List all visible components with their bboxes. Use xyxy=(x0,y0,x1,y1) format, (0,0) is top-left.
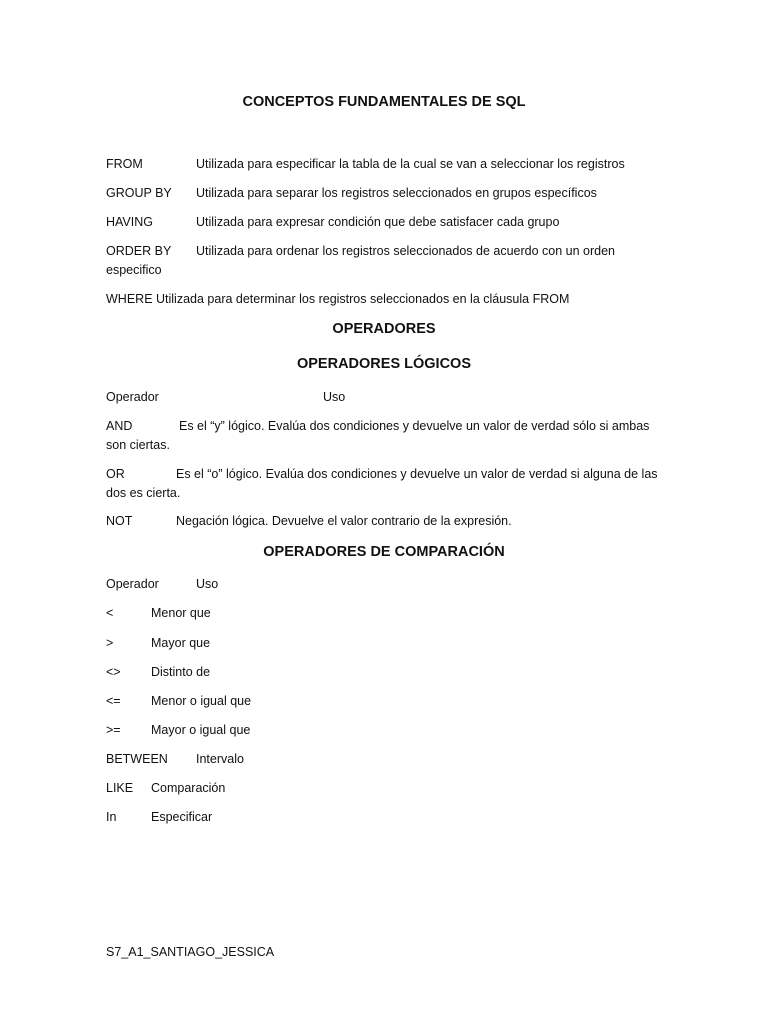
clause-desc: Utilizada para especificar la tabla de la cual se van a seleccionar los registros xyxy=(196,157,625,171)
comparison-operator: BETWEEN xyxy=(106,752,168,766)
column-header-operator: Operador xyxy=(106,390,159,404)
comparison-operator: < xyxy=(106,606,114,620)
comparison-operator-desc: Comparación xyxy=(151,781,226,795)
comparison-operator: >= xyxy=(106,723,121,737)
document-footer: S7_A1_SANTIAGO_JESSICA xyxy=(106,945,275,959)
clause-desc: Utilizada para expresar condición que debe satisfacer cada grupo xyxy=(196,215,560,229)
logical-operator-desc: Es el “o” lógico. Evalúa dos condiciones y devuelve un valor de verdad si alguna de las xyxy=(176,467,658,481)
clause-desc: Utilizada para separar los registros seleccionados en grupos específicos xyxy=(196,186,597,200)
logical-operator-desc: Es el “y” lógico. Evalúa dos condiciones y devuelve un valor de verdad sólo si ambas xyxy=(179,419,650,433)
comparison-operator-desc: Mayor que xyxy=(151,636,211,650)
logical-operator-desc-continuation: dos es cierta. xyxy=(106,486,181,500)
logical-operator-desc: Negación lógica. Devuelve el valor contrario de la expresión. xyxy=(176,514,512,528)
comparison-operator-desc: Distinto de xyxy=(151,665,211,679)
document-title: CONCEPTOS FUNDAMENTALES DE SQL xyxy=(242,94,526,110)
clause-desc-continuation: especifico xyxy=(106,263,162,277)
section-heading-operators: OPERADORES xyxy=(332,321,436,337)
comparison-operator-desc: Mayor o igual que xyxy=(151,723,251,737)
clause-term: ORDER BY xyxy=(106,244,172,258)
comparison-operator-desc: Menor que xyxy=(151,606,211,620)
clause-term: FROM xyxy=(106,157,143,171)
column-header-use: Uso xyxy=(323,390,346,404)
where-clause-line: WHERE Utilizada para determinar los registros seleccionados en la cláusula FROM xyxy=(106,292,570,306)
logical-operator: AND xyxy=(106,419,133,433)
comparison-operator-desc: Especificar xyxy=(151,810,213,824)
comparison-operator: > xyxy=(106,636,114,650)
comparison-operator: LIKE xyxy=(106,781,134,795)
section-heading-logical-operators: OPERADORES LÓGICOS xyxy=(296,356,472,372)
comparison-operator-desc: Intervalo xyxy=(196,752,244,766)
comparison-operator: <> xyxy=(106,665,121,679)
logical-operator: OR xyxy=(106,467,125,481)
comparison-operator: In xyxy=(106,810,117,824)
comparison-operator: <= xyxy=(106,694,121,708)
logical-operator: NOT xyxy=(106,514,133,528)
column-header-operator: Operador xyxy=(106,577,159,591)
clause-desc: Utilizada para ordenar los registros seleccionados de acuerdo con un orden xyxy=(196,244,616,258)
comparison-operator-desc: Menor o igual que xyxy=(151,694,252,708)
clause-term: HAVING xyxy=(106,215,153,229)
clause-term: GROUP BY xyxy=(106,186,172,200)
section-heading-comparison-operators: OPERADORES DE COMPARACIÓN xyxy=(263,544,505,560)
logical-operator-desc-continuation: son ciertas. xyxy=(106,438,170,452)
column-header-use: Uso xyxy=(196,577,219,591)
